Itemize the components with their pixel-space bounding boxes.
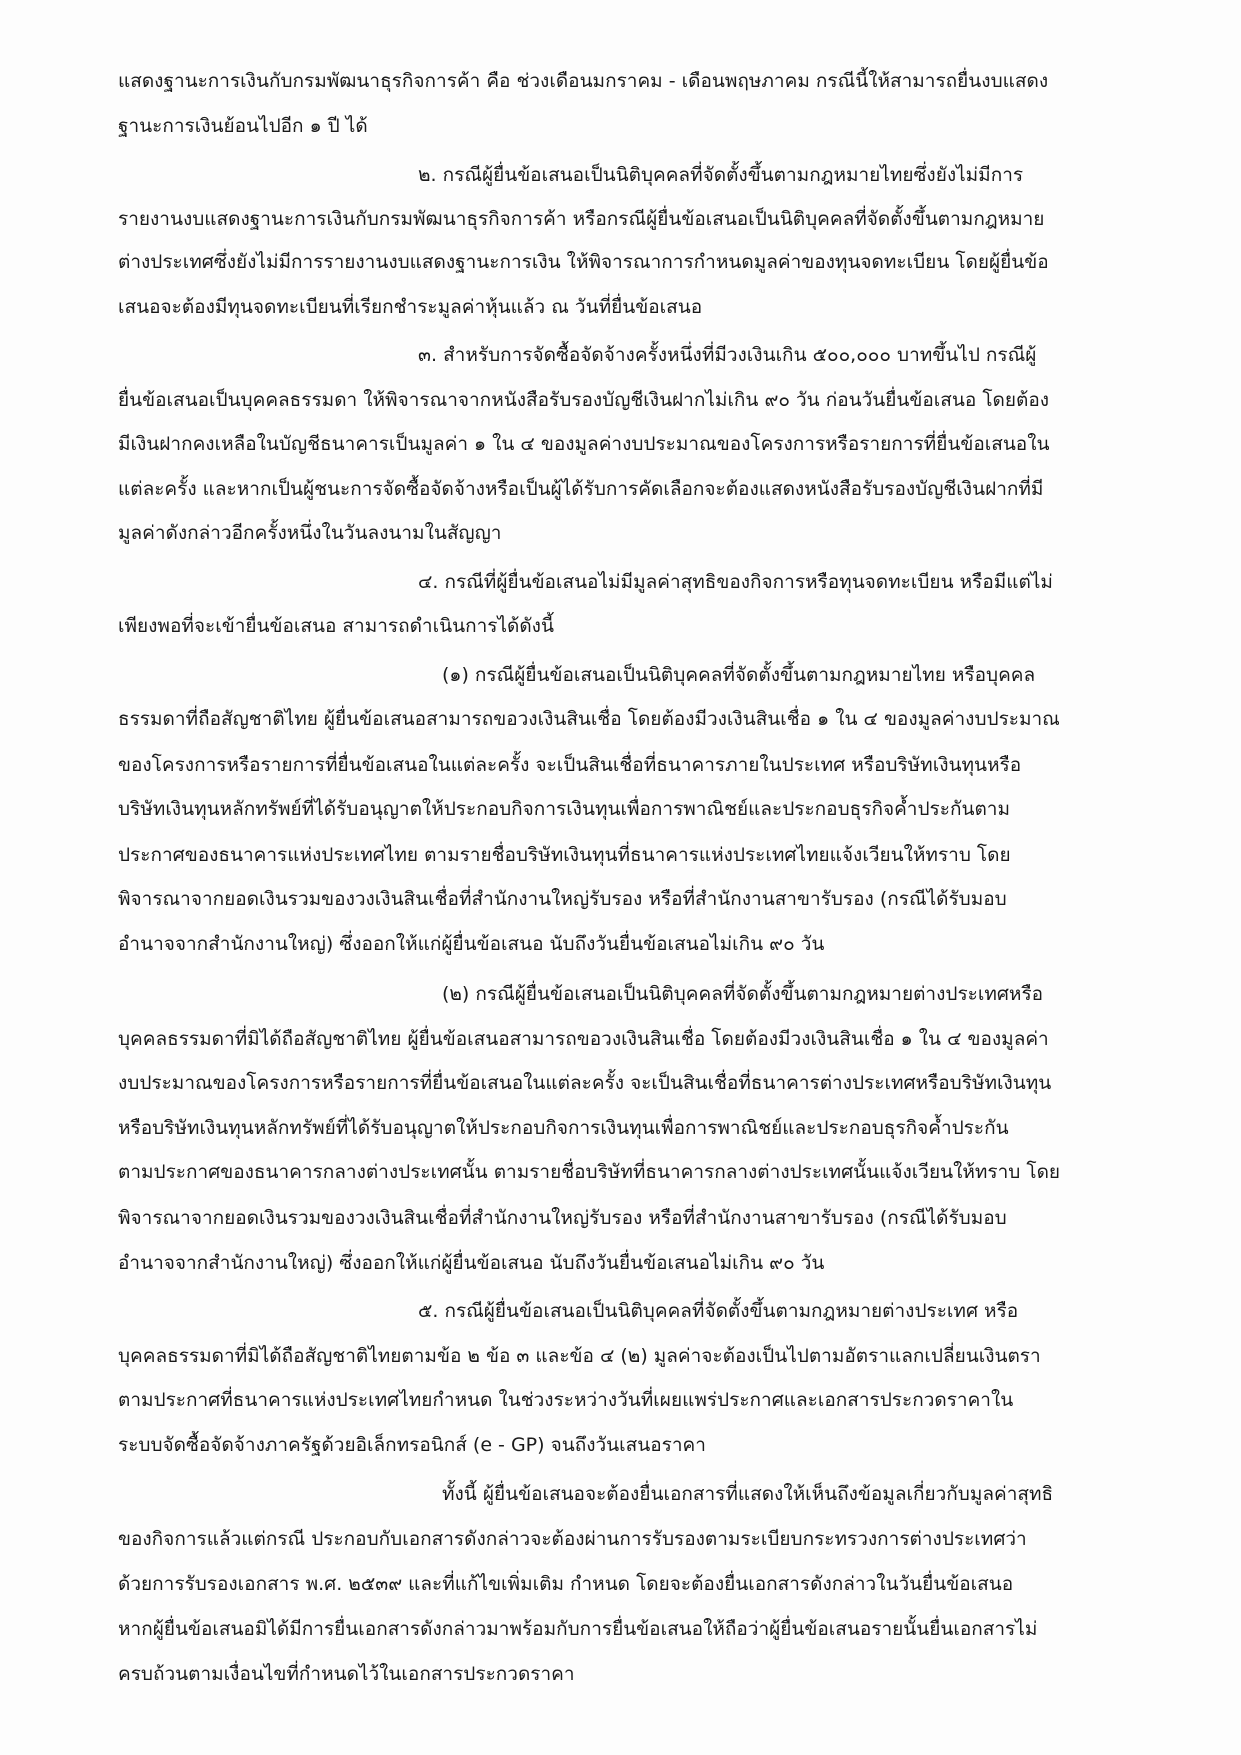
text-line: เสนอจะต้องมีทุนจดทะเบียนที่เรียกชำระมูลค่าหุ้นแล้ว ณ วันที่ยื่นข้อเสนอ: [118, 296, 703, 318]
text-line: ต่างประเทศซึ่งยังไม่มีการรายงานงบแสดงฐานะการเงิน ให้พิจารณาการกำหนดมูลค่าของทุนจดทะเบียน โดยผู้ยื่นข้อ: [118, 251, 1049, 273]
text-line: ของโครงการหรือรายการที่ยื่นข้อเสนอในแต่ละครั้ง จะเป็นสินเชื่อที่ธนาคารภายในประเทศ หรือบริษัทเงินทุนหรือ: [118, 754, 1022, 776]
text-line: ตามประกาศที่ธนาคารแห่งประเทศไทยกำหนด ในช่วงระหว่างวันที่เผยแพร่ประกาศและเอกสารประกวดราคาใน: [118, 1389, 1014, 1411]
text-line: ด้วยการรับรองเอกสาร พ.ศ. ๒๕๓๙ และที่แก้ไขเพิ่มเติม กำหนด โดยจะต้องยื่นเอกสารดังกล่าวในวันยื่นข้อเสนอ: [118, 1573, 1014, 1595]
text-line: บุคคลธรรมดาที่มิได้ถือสัญชาติไทย ผู้ยื่นข้อเสนอสามารถขอวงเงินสินเชื่อ โดยต้องมีวงเงินสินเชื่อ ๑ ใน ๔ ของมูลค่า: [118, 1028, 1049, 1050]
text-line: แต่ละครั้ง และหากเป็นผู้ชนะการจัดซื้อจัดจ้างหรือเป็นผู้ได้รับการคัดเลือกจะต้องแสดงหนังสือรับรองบัญชีเงินฝากที่มี: [118, 478, 1044, 500]
text-line: งบประมาณของโครงการหรือรายการที่ยื่นข้อเสนอในแต่ละครั้ง จะเป็นสินเชื่อที่ธนาคารต่างประเทศหรือบริษัทเงินทุน: [118, 1072, 1052, 1094]
text-line: ครบถ้วนตามเงื่อนไขที่กำหนดไว้ในเอกสารประกวดราคา: [118, 1663, 575, 1685]
text-line: ทั้งนี้ ผู้ยื่นข้อเสนอจะต้องยื่นเอกสารที่แสดงให้เห็นถึงข้อมูลเกี่ยวกับมูลค่าสุทธิ: [442, 1483, 1054, 1505]
text-line: ๒. กรณีผู้ยื่นข้อเสนอเป็นนิติบุคคลที่จัดตั้งขึ้นตามกฎหมายไทยซึ่งยังไม่มีการ: [418, 164, 1024, 186]
text-line: บุคคลธรรมดาที่มิได้ถือสัญชาติไทยตามข้อ ๒ ข้อ ๓ และข้อ ๔ (๒) มูลค่าจะต้องเป็นไปตามอัตราแลกเปลี่ยนเงินตรา: [118, 1345, 1041, 1367]
text-line: มีเงินฝากคงเหลือในบัญชีธนาคารเป็นมูลค่า ๑ ใน ๔ ของมูลค่างบประมาณของโครงการหรือรายการที่ยื่นข้อเสนอใน: [118, 433, 1050, 455]
text-line: ของกิจการแล้วแต่กรณี ประกอบกับเอกสารดังกล่าวจะต้องผ่านการรับรองตามระเบียบกระทรวงการต่างประเทศว่า: [118, 1528, 1027, 1550]
text-line: อำนาจจากสำนักงานใหญ่) ซึ่งออกให้แก่ผู้ยื่นข้อเสนอ นับถึงวันยื่นข้อเสนอไม่เกิน ๙๐ วัน: [118, 933, 825, 955]
text-line: ๕. กรณีผู้ยื่นข้อเสนอเป็นนิติบุคคลที่จัดตั้งขึ้นตามกฎหมายต่างประเทศ หรือ: [418, 1300, 1019, 1322]
text-line: ประกาศของธนาคารแห่งประเทศไทย ตามรายชื่อบริษัทเงินทุนที่ธนาคารแห่งประเทศไทยแจ้งเวียนให้ทราบ โดย: [118, 844, 1011, 866]
text-line: ฐานะการเงินย้อนไปอีก ๑ ปี ได้: [118, 115, 368, 137]
text-line: ๓. สำหรับการจัดซื้อจัดจ้างครั้งหนึ่งที่มีวงเงินเกิน ๕๐๐,๐๐๐ บาทขึ้นไป กรณีผู้: [418, 344, 1037, 366]
text-line: พิจารณาจากยอดเงินรวมของวงเงินสินเชื่อที่สำนักงานใหญ่รับรอง หรือที่สำนักงานสาขารับรอง (กรณีได้รับมอบ: [118, 888, 1007, 910]
text-line: มูลค่าดังกล่าวอีกครั้งหนึ่งในวันลงนามในสัญญา: [118, 522, 502, 544]
text-line: ยื่นข้อเสนอเป็นบุคคลธรรมดา ให้พิจารณาจากหนังสือรับรองบัญชีเงินฝากไม่เกิน ๙๐ วัน ก่อนวันยื่นข้อเสนอ โดยต้อง: [118, 389, 1050, 411]
text-line: ๔. กรณีที่ผู้ยื่นข้อเสนอไม่มีมูลค่าสุทธิของกิจการหรือทุนจดทะเบียน หรือมีแต่ไม่: [418, 571, 1053, 593]
text-line: ตามประกาศของธนาคารกลางต่างประเทศนั้น ตามรายชื่อบริษัทที่ธนาคารกลางต่างประเทศนั้นแจ้งเวียนให้ทราบ โดย: [118, 1161, 1061, 1183]
text-line: หากผู้ยื่นข้อเสนอมิได้มีการยื่นเอกสารดังกล่าวมาพร้อมกับการยื่นข้อเสนอให้ถือว่าผู้ยื่นข้อเสนอรายนั้นยื่นเอกสารไม่: [118, 1618, 1038, 1640]
text-line: รายงานงบแสดงฐานะการเงินกับกรมพัฒนาธุรกิจการค้า หรือกรณีผู้ยื่นข้อเสนอเป็นนิติบุคคลที่จัดตั้งขึ้นตามกฎหมาย: [118, 208, 1045, 230]
text-line: (๑) กรณีผู้ยื่นข้อเสนอเป็นนิติบุคคลที่จัดตั้งขึ้นตามกฎหมายไทย หรือบุคคล: [442, 664, 1036, 686]
text-line: ธรรมดาที่ถือสัญชาติไทย ผู้ยื่นข้อเสนอสามารถขอวงเงินสินเชื่อ โดยต้องมีวงเงินสินเชื่อ ๑ ใน ๔ ของมูลค่างบประมาณ: [118, 708, 1060, 730]
text-line: ระบบจัดซื้อจัดจ้างภาครัฐด้วยอิเล็กทรอนิกส์ (e - GP) จนถึงวันเสนอราคา: [118, 1434, 706, 1456]
text-line: พิจารณาจากยอดเงินรวมของวงเงินสินเชื่อที่สำนักงานใหญ่รับรอง หรือที่สำนักงานสาขารับรอง (กรณีได้รับมอบ: [118, 1207, 1007, 1229]
text-line: เพียงพอที่จะเข้ายื่นข้อเสนอ สามารถดำเนินการได้ดังนี้: [118, 615, 554, 637]
text-line: (๒) กรณีผู้ยื่นข้อเสนอเป็นนิติบุคคลที่จัดตั้งขึ้นตามกฎหมายต่างประเทศหรือ: [442, 983, 1044, 1005]
text-line: บริษัทเงินทุนหลักทรัพย์ที่ได้รับอนุญาตให้ประกอบกิจการเงินทุนเพื่อการพาณิชย์และประกอบธุรกิจค้ำประกันตาม: [118, 798, 1010, 820]
text-line: อำนาจจากสำนักงานใหญ่) ซึ่งออกให้แก่ผู้ยื่นข้อเสนอ นับถึงวันยื่นข้อเสนอไม่เกิน ๙๐ วัน: [118, 1252, 825, 1274]
text-line: หรือบริษัทเงินทุนหลักทรัพย์ที่ได้รับอนุญาตให้ประกอบกิจการเงินทุนเพื่อการพาณิชย์และประกอบธุรกิจค้ำประกัน: [118, 1117, 1009, 1139]
text-line: แสดงฐานะการเงินกับกรมพัฒนาธุรกิจการค้า คือ ช่วงเดือนมกราคม - เดือนพฤษภาคม กรณีนี้ให้สามารถยื่นงบแสดง: [118, 70, 1049, 92]
